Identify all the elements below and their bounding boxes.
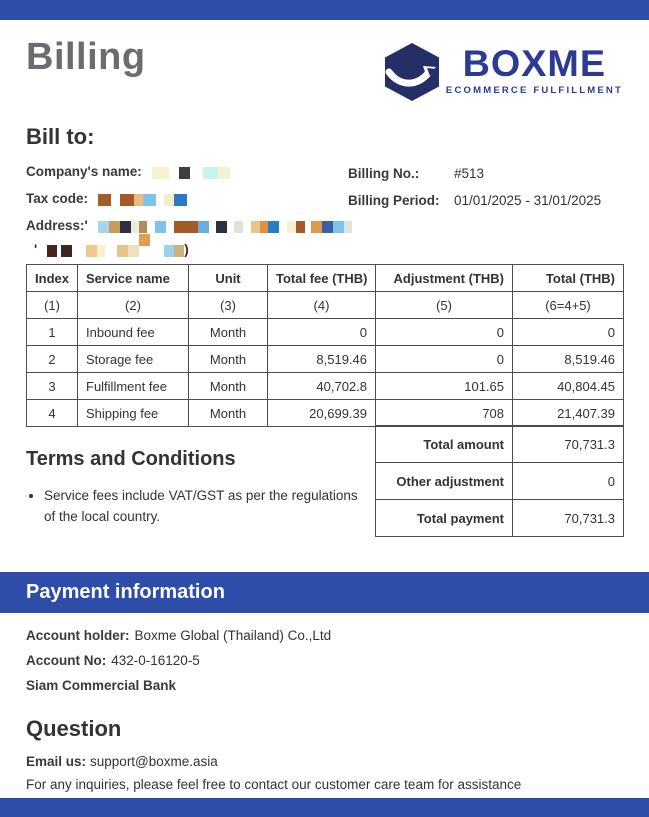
col-header-total: Total (THB) (513, 265, 624, 292)
redacted-block (333, 221, 344, 233)
other-adjustment-row (376, 463, 624, 500)
col-number-2: (2) (78, 292, 189, 319)
col-header-total-fee: Total fee (THB) (268, 265, 376, 292)
bill-to-fields (26, 163, 346, 268)
redacted-block (174, 245, 184, 257)
total-amount-label: Total amount (376, 426, 513, 463)
bank-name: Siam Commercial Bank (26, 678, 177, 693)
address-line2-redacted (47, 242, 184, 259)
redacted-block (174, 221, 198, 233)
redacted-block (203, 167, 218, 179)
col-header-unit: Unit (189, 265, 268, 292)
terms-list (44, 485, 366, 527)
fee-table-subheader-row (27, 292, 624, 319)
inquiries-note: For any inquiries, please feel free to contact our customer care team for assistance (26, 777, 522, 792)
col-header-service-name: Service name (78, 265, 189, 292)
redacted-block (251, 221, 260, 233)
table-cell: 8,519.46 (513, 346, 624, 373)
redacted-block (128, 245, 139, 257)
table-cell: 0 (376, 319, 513, 346)
redacted-block (218, 167, 230, 179)
address-label: Address: (26, 217, 85, 233)
terms-bullet: • Service fees include VAT/GST as per the regulations of the local country. (44, 485, 366, 527)
email-row (26, 753, 521, 770)
tax-code-row (26, 190, 346, 208)
total-payment-value: 70,731.3 (513, 500, 624, 537)
table-row (27, 346, 624, 373)
redacted-block (279, 221, 287, 233)
redacted-block (139, 234, 150, 246)
table-row (27, 400, 624, 427)
question-section (26, 716, 521, 792)
redacted-block (190, 167, 203, 179)
redacted-block (164, 245, 174, 257)
account-holder-value: Boxme Global (Thailand) Co.,Ltd (134, 628, 332, 643)
redacted-block (111, 194, 120, 206)
redacted-block (97, 245, 105, 257)
redacted-block (47, 245, 57, 257)
redacted-block (234, 221, 243, 233)
table-cell: 708 (376, 400, 513, 427)
table-cell: Shipping fee (78, 400, 189, 427)
address-line2 (34, 241, 346, 259)
payment-information-banner (0, 572, 649, 613)
account-no-row (26, 652, 331, 669)
address-line2-prefix-mark: ' (34, 241, 38, 257)
boxme-tagline: ECOMMERCE FULFILLMENT (445, 85, 623, 96)
boxme-logo-text (445, 43, 623, 96)
col-number-1: (1) (27, 292, 78, 319)
total-payment-label: Total payment (376, 500, 513, 537)
redacted-block (227, 221, 234, 233)
redacted-block (143, 194, 156, 206)
boxme-brand: BOXME (462, 43, 607, 84)
table-row (27, 373, 624, 400)
table-cell: Month (189, 400, 268, 427)
bottom-accent-bar (0, 798, 649, 817)
redacted-block (322, 221, 333, 233)
company-name-redacted (152, 164, 230, 181)
col-number-4: (4) (268, 292, 376, 319)
redacted-block (268, 221, 279, 233)
table-cell: 8,519.46 (268, 346, 376, 373)
table-cell: 1 (27, 319, 78, 346)
redacted-block (179, 167, 190, 179)
redacted-block (243, 221, 251, 233)
address-prefix-mark: ' (84, 217, 88, 233)
redacted-block (61, 245, 72, 257)
redacted-block (120, 221, 131, 233)
table-cell: Month (189, 373, 268, 400)
email-us-label: Email us: (26, 754, 87, 769)
address-row (26, 217, 346, 259)
payment-details (26, 627, 331, 702)
fee-table (26, 264, 624, 427)
payment-information-heading: Payment information (26, 581, 225, 603)
boxme-hexagon-icon (383, 42, 441, 102)
redacted-block (156, 194, 164, 206)
redacted-block (216, 221, 227, 233)
address-line1-redacted (98, 218, 352, 235)
account-holder-row (26, 627, 331, 644)
summary-table (375, 425, 624, 537)
redacted-block (164, 194, 174, 206)
redacted-block (98, 194, 111, 206)
total-amount-value: 70,731.3 (513, 426, 624, 463)
address-suffix-mark: ) (184, 241, 189, 257)
table-cell: 2 (27, 346, 78, 373)
col-header-adjustment: Adjustment (THB) (376, 265, 513, 292)
table-cell: Storage fee (78, 346, 189, 373)
redacted-block (166, 221, 174, 233)
redacted-block (72, 245, 86, 257)
redacted-block (209, 221, 216, 233)
account-holder-label: Account holder: (26, 628, 130, 643)
billing-no-value: #513 (454, 166, 485, 181)
billing-no-label: Billing No.: (348, 166, 420, 181)
table-cell: 0 (376, 346, 513, 373)
redacted-block (260, 221, 268, 233)
other-adjustment-label: Other adjustment (376, 463, 513, 500)
other-adjustment-value: 0 (513, 463, 624, 500)
company-name-label: Company's name: (26, 164, 142, 179)
redacted-block (155, 221, 166, 233)
table-cell: 4 (27, 400, 78, 427)
total-amount-row (376, 426, 624, 463)
redacted-block (86, 245, 97, 257)
redacted-block (311, 221, 322, 233)
tax-code-redacted (98, 191, 187, 208)
billing-meta (348, 165, 601, 219)
redacted-block (139, 221, 147, 233)
redacted-block (152, 167, 169, 179)
redacted-block (198, 221, 209, 233)
redacted-block (109, 221, 120, 233)
table-cell: 20,699.39 (268, 400, 376, 427)
redacted-block (98, 221, 109, 233)
table-cell: 3 (27, 373, 78, 400)
support-email: support@boxme.asia (90, 754, 218, 769)
redacted-block (117, 245, 128, 257)
table-cell: Month (189, 346, 268, 373)
terms-section (26, 448, 366, 527)
fee-table-header-row (27, 265, 624, 292)
billing-period-value: 01/01/2025 - 31/01/2025 (454, 193, 602, 208)
col-number-5: (5) (376, 292, 513, 319)
account-no-value: 432-0-16120-5 (111, 653, 200, 668)
redacted-block (150, 245, 164, 257)
page-title: Billing (26, 36, 146, 78)
terms-heading: Terms and Conditions (26, 448, 236, 470)
table-cell: Inbound fee (78, 319, 189, 346)
table-cell: 0 (513, 319, 624, 346)
col-number-3: (3) (189, 292, 268, 319)
boxme-logo (383, 42, 623, 102)
bank-name-row (26, 677, 331, 694)
redacted-block (287, 221, 296, 233)
account-no-label: Account No: (26, 653, 107, 668)
col-number-6: (6=4+5) (513, 292, 624, 319)
table-row (27, 319, 624, 346)
redacted-block (105, 245, 117, 257)
top-accent-bar (0, 0, 649, 20)
redacted-block (344, 221, 352, 233)
company-name-row (26, 163, 346, 181)
table-cell: 21,407.39 (513, 400, 624, 427)
table-cell: 0 (268, 319, 376, 346)
fee-table-body (27, 319, 624, 427)
total-payment-row (376, 500, 624, 537)
bill-to-heading: Bill to: (26, 124, 95, 149)
redacted-block (131, 221, 139, 233)
redacted-block (296, 221, 305, 233)
redacted-block (120, 194, 134, 206)
tax-code-label: Tax code: (26, 190, 89, 206)
table-cell: 40,702.8 (268, 373, 376, 400)
table-cell: Month (189, 319, 268, 346)
col-header-index: Index (27, 265, 78, 292)
question-heading: Question (26, 716, 122, 741)
redacted-block (174, 194, 187, 206)
billing-no-row (348, 165, 601, 182)
redacted-block (147, 221, 155, 233)
billing-period-label: Billing Period: (348, 193, 440, 208)
redacted-block (169, 167, 179, 179)
table-cell: 101.65 (376, 373, 513, 400)
redacted-block (134, 194, 143, 206)
table-cell: 40,804.45 (513, 373, 624, 400)
billing-period-row (348, 192, 601, 209)
table-cell: Fulfillment fee (78, 373, 189, 400)
